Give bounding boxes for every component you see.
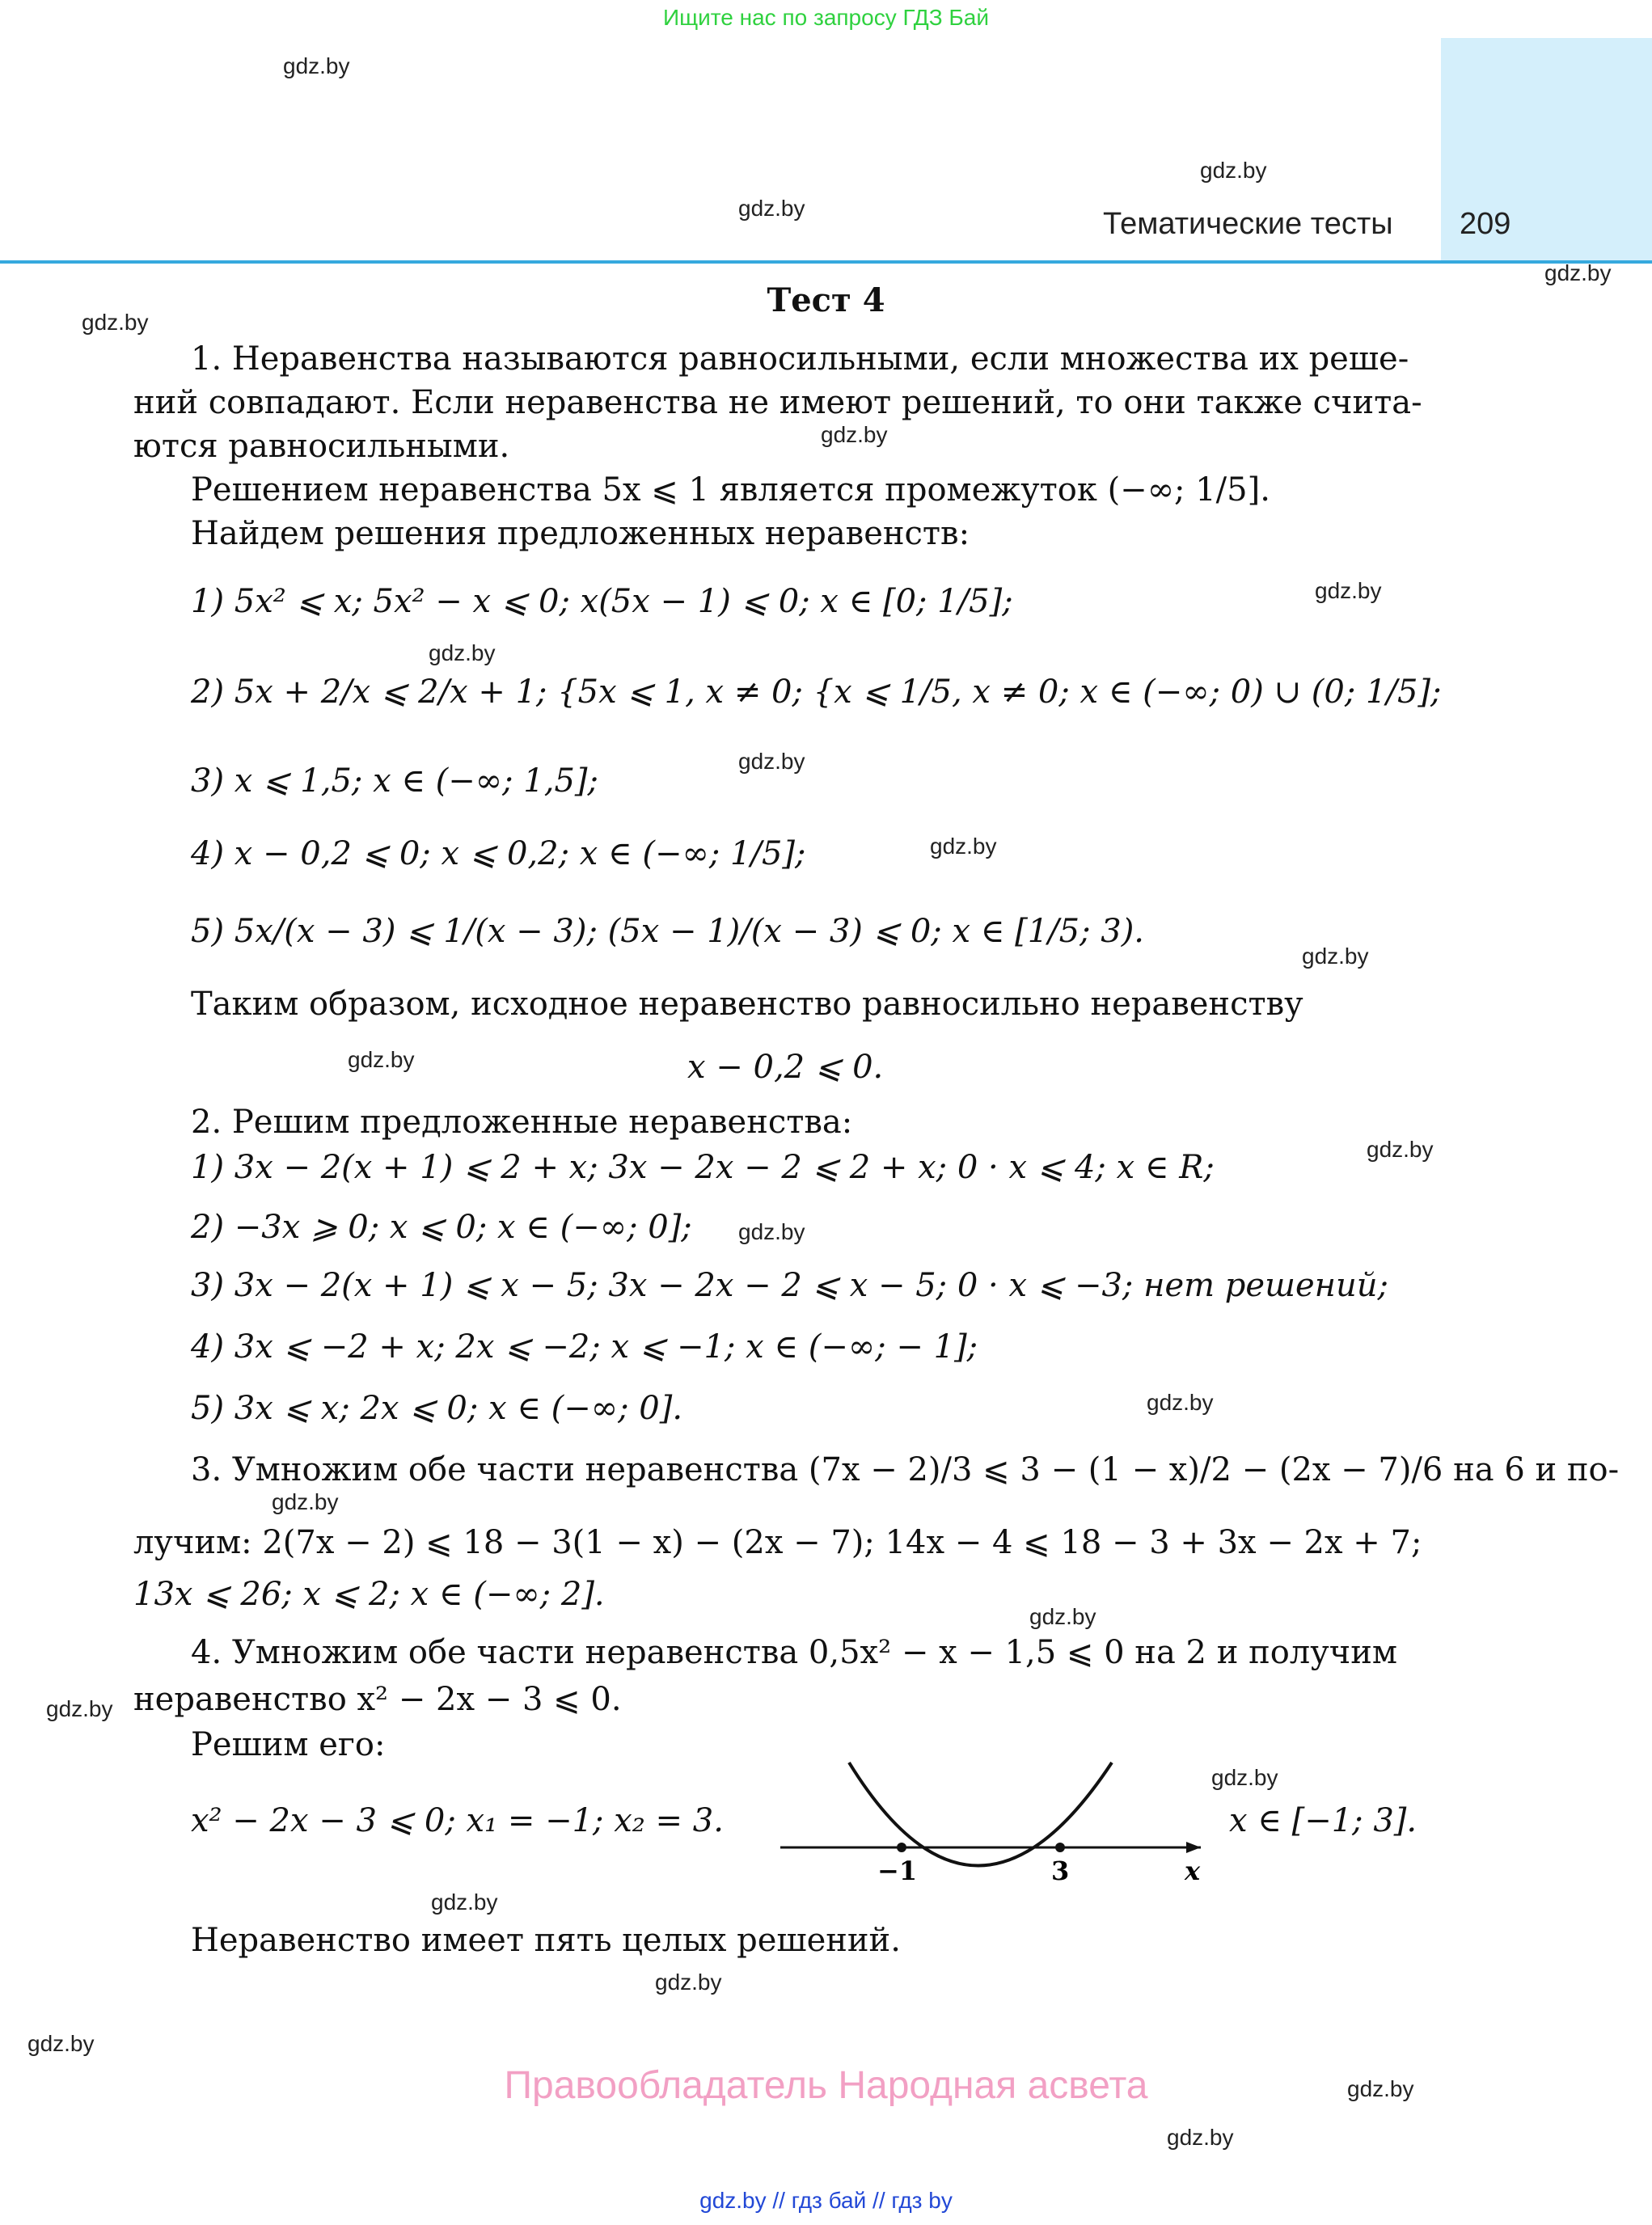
watermark: gdz.by bbox=[821, 422, 888, 447]
math-line: 2) −3x ⩾ 0; x ⩽ 0; x ∈ (−∞; 0]; bbox=[191, 1209, 692, 1246]
header-rule bbox=[0, 260, 1652, 264]
math-line: 1) 3x − 2(x + 1) ⩽ 2 + x; 3x − 2x − 2 ⩽ 2 + x; 0 · x ⩽ 4; x ∈ R; bbox=[191, 1149, 1215, 1186]
watermark: gdz.by bbox=[1367, 1137, 1434, 1162]
text-line: Решим его: bbox=[191, 1726, 386, 1763]
text-line: ний совпадают. Если неравенства не имеют решений, то они также счита- bbox=[133, 384, 1422, 421]
math-line: 4) 3x ⩽ −2 + x; 2x ⩽ −2; x ⩽ −1; x ∈ (−∞; − 1]; bbox=[191, 1328, 978, 1366]
axis-arrow-icon bbox=[1186, 1842, 1201, 1853]
watermark: gdz.by bbox=[1200, 158, 1267, 183]
watermark: gdz.by bbox=[283, 53, 350, 78]
text-line: 3. Умножим обе части неравенства (7x − 2)/3 ⩽ 3 − (1 − x)/2 − (2x − 7)/6 на 6 и по- bbox=[191, 1451, 1620, 1488]
watermark: gdz.by bbox=[738, 196, 805, 221]
page-number: 209 bbox=[1460, 207, 1511, 241]
watermark: gdz.by bbox=[655, 1970, 722, 1995]
watermark: gdz.by bbox=[1315, 578, 1382, 603]
math-line: 3) x ⩽ 1,5; x ∈ (−∞; 1,5]; bbox=[191, 762, 599, 800]
math-line: 4) x − 0,2 ⩽ 0; x ⩽ 0,2; x ∈ (−∞; 1/5]; bbox=[191, 835, 806, 872]
axis-label: x bbox=[1185, 1856, 1201, 1886]
text-line: 4. Умножим обе части неравенства 0,5x² − x − 1,5 ⩽ 0 на 2 и получим bbox=[191, 1634, 1397, 1671]
root-point bbox=[1055, 1843, 1065, 1852]
math-line: 3) 3x − 2(x + 1) ⩽ x − 5; 3x − 2x − 2 ⩽ x − 5; 0 · x ⩽ −3; нет решений; bbox=[191, 1267, 1388, 1304]
watermark: gdz.by bbox=[1029, 1604, 1096, 1629]
watermark: gdz.by bbox=[82, 310, 149, 335]
math-line: 5) 5x/(x − 3) ⩽ 1/(x − 3); (5x − 1)/(x − 3) ⩽ 0; x ∈ [1/5; 3). bbox=[191, 913, 1145, 950]
watermark: gdz.by bbox=[27, 2031, 95, 2056]
watermark: gdz.by bbox=[1544, 260, 1612, 285]
watermark: gdz.by bbox=[272, 1489, 339, 1514]
math-line: 13x ⩽ 26; x ⩽ 2; x ∈ (−∞; 2]. bbox=[133, 1576, 605, 1613]
text-line: Таким образом, исходное неравенство равносильно неравенству bbox=[191, 986, 1303, 1023]
tick-label: −1 bbox=[877, 1856, 918, 1886]
math-answer: x − 0,2 ⩽ 0. bbox=[687, 1049, 884, 1086]
watermark: gdz.by bbox=[738, 749, 805, 774]
watermark: gdz.by bbox=[46, 1696, 113, 1721]
tick-label: 3 bbox=[1051, 1856, 1070, 1886]
math-line: 1) 5x² ⩽ x; 5x² − x ⩽ 0; x(5x − 1) ⩽ 0; x ∈ [0; 1/5]; bbox=[191, 583, 1013, 620]
parabola-curve bbox=[849, 1763, 1112, 1866]
watermark: gdz.by bbox=[431, 1889, 498, 1915]
math-line: 2) 5x + 2/x ⩽ 2/x + 1; {5x ⩽ 1, x ≠ 0; {x ⩽ 1/5, x ≠ 0; x ∈ (−∞; 0) ∪ (0; 1/5]; bbox=[191, 673, 1442, 711]
top-banner[interactable]: Ищите нас по запросу ГДЗ Бай bbox=[662, 5, 990, 30]
watermark: gdz.by bbox=[738, 1219, 805, 1244]
watermark: gdz.by bbox=[1347, 2076, 1414, 2101]
math-line: x² − 2x − 3 ⩽ 0; x₁ = −1; x₂ = 3. bbox=[191, 1802, 724, 1839]
test-title: Тест 4 bbox=[767, 281, 885, 319]
text-line: ются равносильными. bbox=[133, 428, 510, 465]
copyright-notice: Правообладатель Народная асвета bbox=[504, 2064, 1148, 2107]
watermark: gdz.by bbox=[1147, 1390, 1214, 1415]
text-line: неравенство x² − 2x − 3 ⩽ 0. bbox=[133, 1681, 622, 1718]
section-title: Тематические тесты bbox=[1103, 207, 1393, 241]
text-line: Решением неравенства 5x ⩽ 1 является промежуток (−∞; 1/5]. bbox=[191, 471, 1270, 509]
text-line: 1. Неравенства называются равносильными, если множества их реше- bbox=[191, 340, 1409, 378]
text-line: Неравенство имеет пять целых решений. bbox=[191, 1922, 901, 1959]
watermark: gdz.by bbox=[1302, 944, 1369, 969]
text-line: лучим: 2(7x − 2) ⩽ 18 − 3(1 − x) − (2x − 7); 14x − 4 ⩽ 18 − 3 + 3x − 2x + 7; bbox=[133, 1524, 1422, 1561]
bottom-links[interactable]: gdz.by // гдз бай // гдз by bbox=[699, 2188, 953, 2213]
math-line: 5) 3x ⩽ x; 2x ⩽ 0; x ∈ (−∞; 0]. bbox=[191, 1390, 683, 1427]
watermark: gdz.by bbox=[930, 834, 997, 859]
text-line: 2. Решим предложенные неравенства: bbox=[191, 1104, 853, 1141]
text-line: Найдем решения предложенных неравенств: bbox=[191, 515, 970, 552]
parabola-graph bbox=[772, 1758, 1225, 1888]
watermark: gdz.by bbox=[1167, 2125, 1234, 2150]
root-point bbox=[897, 1843, 906, 1852]
watermark: gdz.by bbox=[429, 640, 496, 665]
watermark: gdz.by bbox=[1211, 1765, 1278, 1790]
math-answer: x ∈ [−1; 3]. bbox=[1229, 1802, 1418, 1839]
watermark: gdz.by bbox=[348, 1047, 415, 1072]
